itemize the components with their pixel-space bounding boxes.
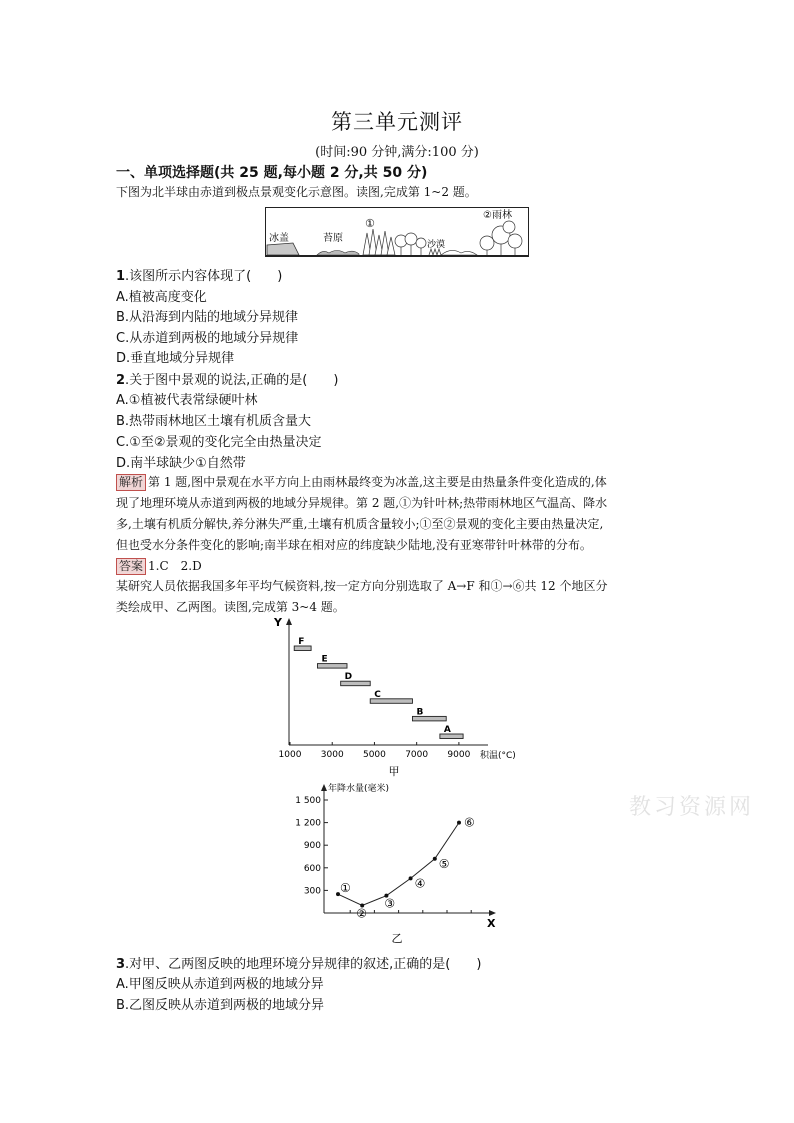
chart-yi-point-4 — [409, 876, 413, 880]
chart-yi-point-label-6: ⑥ — [464, 815, 475, 830]
q1-option-b: B.从沿海到内陆的地域分异规律 — [116, 310, 299, 325]
chart-yi-title: 乙 — [391, 932, 403, 945]
chart-yi-point-label-1: ① — [340, 881, 351, 896]
chart-jia — [268, 614, 528, 780]
section-heading: 一、单项选择题(共 25 题,每小题 2 分,共 50 分) — [116, 165, 428, 181]
chart-jia-xlabel: 积温(°C) — [480, 751, 516, 761]
label-moss: 苔原 — [323, 233, 343, 244]
analysis-block — [116, 472, 684, 556]
q2-option-c: C.①至②景观的变化完全由热量决定 — [116, 435, 322, 450]
q2-option-a: A.①植被代表常绿硬叶林 — [116, 393, 258, 408]
chart-jia-bar-label-E: E — [321, 654, 328, 665]
chart-jia-xtick-label: 7000 — [405, 750, 429, 760]
q2-option-d: D.南半球缺少①自然带 — [116, 456, 246, 471]
chart-yi-ytick-label: 1 500 — [295, 796, 321, 806]
chart-yi-y-arrow — [321, 784, 327, 791]
section-intro: 下图为北半球由赤道到极点景观变化示意图。读图,完成第 1~2 题。 — [116, 185, 477, 199]
answer-tag: 答案 — [116, 558, 146, 575]
question-3-stem: .对甲、乙两图反映的地理环境分异规律的叙述,正确的是( ) — [125, 957, 482, 972]
chart-yi-ylabel: 年降水量(毫米) — [328, 784, 390, 794]
question-2 — [116, 369, 338, 388]
question-1-number: 1 — [116, 269, 126, 284]
q3-option-a: A.甲图反映从赤道到两极的地域分异 — [116, 977, 324, 992]
ice-shape — [267, 243, 299, 255]
answer-text: 1.C 2.D — [148, 559, 202, 573]
chart-jia-y-arrow — [286, 618, 292, 625]
question-1-stem: .该图所示内容体现了( ) — [125, 269, 283, 284]
chart-yi-ytick-label: 1 200 — [295, 818, 321, 829]
chart-jia-ylabel: Y — [274, 616, 282, 629]
chart-yi-xlabel: X — [487, 917, 496, 930]
chart-yi-point-6 — [457, 821, 461, 825]
chart-yi-point-label-3: ③ — [384, 896, 396, 911]
exam-meta: (时间:90 分钟,满分:100 分) — [315, 145, 479, 160]
chart-jia-bar-label-B: B — [416, 707, 424, 718]
q1-option-c: C.从赤道到两极的地域分异规律 — [116, 331, 299, 346]
page-title: 第三单元测评 — [331, 110, 463, 134]
chart-jia-title: 甲 — [388, 765, 400, 778]
moss-shape — [317, 251, 359, 256]
question-2-stem: .关于图中景观的说法,正确的是( ) — [125, 373, 339, 388]
analysis-line-3: 多,土壤有机质分解快,养分淋失严重,土壤有机质含量较小;①至②景观的变化主要由热量决定, — [116, 517, 604, 531]
label-rainforest: ②雨林 — [483, 210, 512, 221]
chart-yi-ytick-label: 900 — [303, 841, 321, 852]
label-ice: 冰盖 — [269, 233, 289, 244]
analysis-line-1: 第 1 题,图中景观在水平方向上由雨林最终变为冰盖,这主要是由热量条件变化造成的,体 — [148, 475, 607, 489]
chart-yi-point-label-5: ⑤ — [438, 856, 450, 871]
intro2-line-1: 某研究人员依据我国多年平均气候资料,按一定方向分别选取了 A→F 和①→⑥共 12 个地区分 — [116, 579, 608, 593]
chart-jia-bar-label-A: A — [443, 725, 451, 735]
chart-jia-xtick-label: 9000 — [447, 750, 471, 760]
chart-jia-bar-label-F: F — [298, 637, 305, 647]
question-3 — [116, 953, 481, 972]
landscape-figure — [265, 207, 529, 257]
q3-option-b: B.乙图反映从赤道到两极的地域分异 — [116, 998, 325, 1013]
analysis-line-4: 但也受水分条件变化的影响;南半球在相对应的纬度缺少陆地,没有亚寒带针叶林带的分布。 — [116, 538, 592, 552]
chart-yi-point-label-2: ② — [356, 906, 367, 921]
chart-jia-xtick-label: 3000 — [320, 750, 344, 760]
chart-jia-xtick-label: 5000 — [362, 750, 386, 760]
q1-option-d: D.垂直地域分异规律 — [116, 351, 235, 366]
analysis-tag: 解析 — [116, 474, 146, 491]
intro2-line-2: 类绘成甲、乙两图。读图,完成第 3~4 题。 — [116, 600, 345, 614]
chart-jia-xtick-label: 1000 — [278, 750, 302, 760]
chart-yi-ytick-label: 300 — [303, 886, 321, 897]
chart-yi-ytick-label: 600 — [303, 863, 321, 874]
chart-yi-x-arrow — [489, 910, 496, 916]
chart-yi — [293, 780, 513, 948]
question-3-number: 3 — [116, 957, 126, 972]
chart-jia-bar-label-D: D — [344, 672, 353, 683]
chart-yi-point-label-4: ④ — [414, 876, 426, 891]
label-marker1: ① — [365, 217, 375, 230]
q1-option-a: A.植被高度变化 — [116, 290, 207, 305]
q2-option-b: B.热带雨林地区土壤有机质含量大 — [116, 414, 312, 429]
watermark: 教习资源网 — [628, 795, 754, 820]
chart-yi-point-5 — [433, 857, 437, 861]
analysis-line-2: 现了地理环境从赤道到两极的地域分异规律。第 2 题,①为针叶林;热带雨林地区气温高、降水 — [116, 496, 608, 510]
question-2-number: 2 — [116, 373, 126, 388]
label-desert: 沙漠 — [427, 240, 446, 250]
answer-block — [116, 556, 684, 577]
chart-jia-bar-label-C: C — [374, 689, 381, 700]
question-1 — [116, 265, 282, 284]
